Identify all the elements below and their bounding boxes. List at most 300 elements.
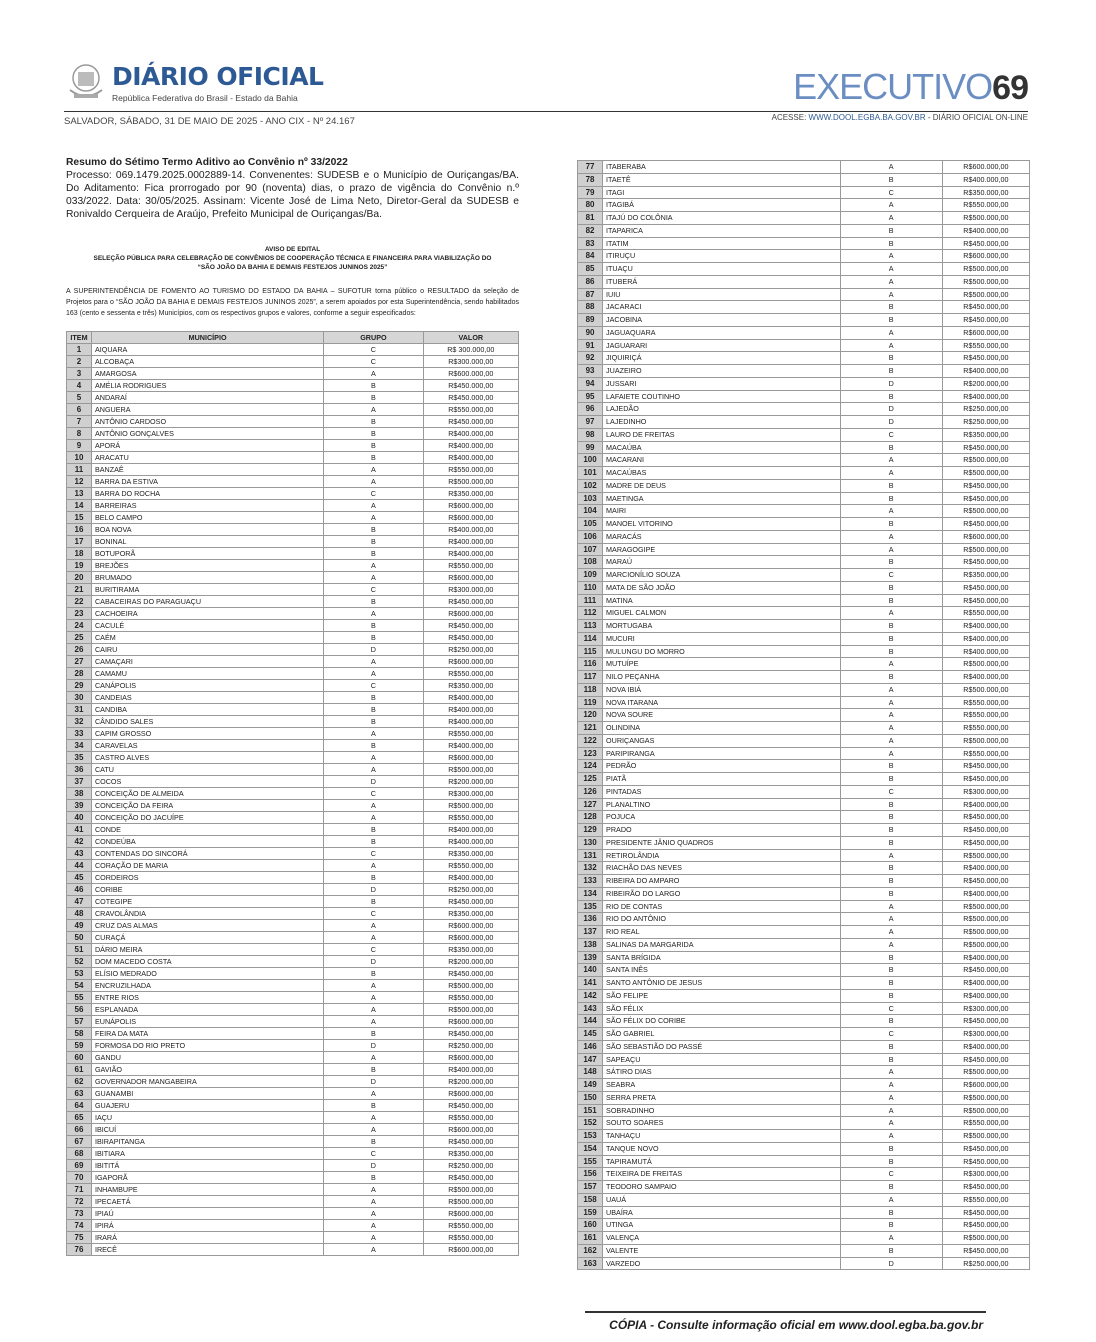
row-valor: R$500.000,00 — [942, 1104, 1029, 1117]
row-grupo: B — [840, 671, 942, 684]
row-municipio: FORMOSA DO RIO PRETO — [91, 1040, 323, 1052]
row-grupo: B — [324, 1064, 423, 1076]
row-grupo: A — [840, 1130, 942, 1143]
row-grupo: A — [840, 709, 942, 722]
row-municipio: MATA DE SÃO JOÃO — [603, 581, 841, 594]
row-municipio: MAETINGA — [603, 492, 841, 505]
row-item: 117 — [578, 671, 603, 684]
row-valor: R$550.000,00 — [423, 464, 518, 476]
row-grupo: A — [324, 1016, 423, 1028]
row-municipio: CAMAMU — [91, 668, 323, 680]
row-municipio: CABACEIRAS DO PARAGUAÇU — [91, 596, 323, 608]
row-municipio: MACAÚBA — [603, 441, 841, 454]
row-municipio: POJUCA — [603, 811, 841, 824]
row-item: 90 — [578, 326, 603, 339]
row-item: 88 — [578, 301, 603, 314]
row-valor: R$450.000,00 — [942, 1155, 1029, 1168]
row-item: 24 — [67, 620, 92, 632]
row-grupo: A — [324, 476, 423, 488]
row-municipio: ITAGIBÁ — [603, 199, 841, 212]
table-row — [578, 875, 1030, 888]
row-municipio: PLANALTINO — [603, 798, 841, 811]
row-grupo: A — [840, 212, 942, 225]
row-valor: R$600.000,00 — [423, 1088, 518, 1100]
table-row — [67, 1088, 519, 1100]
row-municipio: ITAPARICA — [603, 224, 841, 237]
row-grupo: C — [324, 584, 423, 596]
row-municipio: RIO DO ANTÔNIO — [603, 913, 841, 926]
row-item: 91 — [578, 339, 603, 352]
table-row — [578, 1015, 1030, 1028]
row-valor: R$400.000,00 — [423, 440, 518, 452]
row-grupo: A — [840, 1193, 942, 1206]
row-item: 122 — [578, 734, 603, 747]
row-municipio: ENCRUZILHADA — [91, 980, 323, 992]
table-row — [578, 390, 1030, 403]
row-grupo: A — [324, 500, 423, 512]
row-valor: R$600.000,00 — [942, 161, 1029, 174]
row-item: 158 — [578, 1193, 603, 1206]
row-valor: R$450.000,00 — [942, 1206, 1029, 1219]
table-row — [578, 199, 1030, 212]
row-municipio: IBICUÍ — [91, 1124, 323, 1136]
table-row — [578, 1244, 1030, 1257]
row-municipio: CORDEIROS — [91, 872, 323, 884]
row-valor: R$450.000,00 — [942, 1181, 1029, 1194]
row-grupo: A — [324, 980, 423, 992]
row-valor: R$500.000,00 — [942, 683, 1029, 696]
row-valor: R$350.000,00 — [423, 488, 518, 500]
row-item: 154 — [578, 1142, 603, 1155]
row-item: 140 — [578, 964, 603, 977]
table-row — [67, 524, 519, 536]
table-row — [67, 884, 519, 896]
table-row — [67, 812, 519, 824]
table-row — [578, 926, 1030, 939]
table-row — [578, 352, 1030, 365]
row-municipio: CASTRO ALVES — [91, 752, 323, 764]
table-row — [578, 1079, 1030, 1092]
row-municipio: UBAÍRA — [603, 1206, 841, 1219]
table-row — [578, 263, 1030, 276]
table-row — [578, 275, 1030, 288]
row-valor: R$350.000,00 — [942, 569, 1029, 582]
row-municipio: JAGUAQUARA — [603, 326, 841, 339]
row-valor: R$350.000,00 — [423, 680, 518, 692]
row-valor: R$550.000,00 — [423, 1220, 518, 1232]
table-row — [67, 1160, 519, 1172]
row-valor: R$500.000,00 — [942, 263, 1029, 276]
row-grupo: A — [840, 1104, 942, 1117]
table-row — [578, 594, 1030, 607]
row-valor: R$300.000,00 — [942, 1028, 1029, 1041]
page-number: 69 — [992, 69, 1028, 107]
row-grupo: B — [840, 887, 942, 900]
row-item: 78 — [578, 173, 603, 186]
row-valor: R$350.000,00 — [942, 428, 1029, 441]
row-municipio: IBITITÁ — [91, 1160, 323, 1172]
row-item: 128 — [578, 811, 603, 824]
row-valor: R$400.000,00 — [423, 716, 518, 728]
row-valor: R$450.000,00 — [942, 581, 1029, 594]
access-suffix: - DIÁRIO OFICIAL ON-LINE — [927, 113, 1028, 122]
row-municipio: LAJEDÃO — [603, 403, 841, 416]
table-row — [578, 900, 1030, 913]
row-valor: R$450.000,00 — [423, 620, 518, 632]
row-municipio: LAJEDINHO — [603, 416, 841, 429]
table-row — [578, 1066, 1030, 1079]
row-municipio: MARAGOGIPE — [603, 543, 841, 556]
row-item: 35 — [67, 752, 92, 764]
aviso-line2: SELEÇÃO PÚBLICA PARA CELEBRAÇÃO DE CONVÊNIOS DE COOPERAÇÃO TÉCNICA E FINANCEIRA PARA VIABILIZAÇÃO DO — [93, 255, 492, 262]
row-grupo: B — [324, 428, 423, 440]
aviso-line3: “SÃO JOÃO DA BAHIA E DEMAIS FESTEJOS JUNINOS 2025” — [197, 264, 388, 271]
row-item: 45 — [67, 872, 92, 884]
table-body-right — [578, 161, 1030, 1270]
access-url[interactable]: WWW.DOOL.EGBA.BA.GOV.BR — [808, 113, 926, 122]
row-grupo: A — [840, 1232, 942, 1245]
row-grupo: A — [324, 1184, 423, 1196]
table-row — [578, 186, 1030, 199]
row-grupo: A — [324, 1244, 423, 1256]
col-grupo: GRUPO — [324, 332, 423, 344]
row-valor: R$600.000,00 — [423, 572, 518, 584]
row-municipio: JIQUIRIÇÁ — [603, 352, 841, 365]
row-item: 3 — [67, 368, 92, 380]
row-municipio: MIGUEL CALMON — [603, 607, 841, 620]
row-municipio: IBIRAPITANGA — [91, 1136, 323, 1148]
row-grupo: B — [840, 390, 942, 403]
row-municipio: TEODORO SAMPAIO — [603, 1181, 841, 1194]
row-item: 56 — [67, 1004, 92, 1016]
table-row — [578, 1219, 1030, 1232]
row-valor: R$200.000,00 — [423, 776, 518, 788]
row-grupo: B — [840, 173, 942, 186]
row-item: 26 — [67, 644, 92, 656]
row-item: 163 — [578, 1257, 603, 1270]
row-municipio: IUIU — [603, 288, 841, 301]
row-item: 83 — [578, 237, 603, 250]
table-row — [67, 1172, 519, 1184]
row-item: 21 — [67, 584, 92, 596]
row-item: 139 — [578, 951, 603, 964]
row-grupo: D — [840, 403, 942, 416]
table-row — [67, 1112, 519, 1124]
row-municipio: LAURO DE FREITAS — [603, 428, 841, 441]
row-municipio: ESPLANADA — [91, 1004, 323, 1016]
row-municipio: CANÁPOLIS — [91, 680, 323, 692]
row-valor: R$300.000,00 — [942, 785, 1029, 798]
row-grupo: D — [840, 377, 942, 390]
row-item: 74 — [67, 1220, 92, 1232]
row-grupo: B — [324, 824, 423, 836]
row-item: 121 — [578, 722, 603, 735]
table-row — [67, 740, 519, 752]
table-row — [578, 1104, 1030, 1117]
table-row — [578, 836, 1030, 849]
table-row — [67, 416, 519, 428]
row-municipio: RIACHÃO DAS NEVES — [603, 862, 841, 875]
row-municipio: ITABERABA — [603, 161, 841, 174]
row-item: 38 — [67, 788, 92, 800]
row-item: 1 — [67, 344, 92, 356]
table-row — [578, 645, 1030, 658]
table-row — [578, 173, 1030, 186]
row-municipio: IRARÁ — [91, 1232, 323, 1244]
row-valor: R$550.000,00 — [942, 722, 1029, 735]
row-grupo: B — [840, 556, 942, 569]
row-valor: R$550.000,00 — [423, 992, 518, 1004]
table-row — [67, 428, 519, 440]
row-grupo: A — [324, 1004, 423, 1016]
row-municipio: CONDEÚBA — [91, 836, 323, 848]
table-row — [578, 416, 1030, 429]
row-valor: R$400.000,00 — [423, 836, 518, 848]
table-row — [578, 237, 1030, 250]
row-grupo: B — [324, 1028, 423, 1040]
row-item: 4 — [67, 380, 92, 392]
row-item: 30 — [67, 692, 92, 704]
row-municipio: TAPIRAMUTÁ — [603, 1155, 841, 1168]
row-municipio: MATINA — [603, 594, 841, 607]
row-item: 106 — [578, 530, 603, 543]
row-grupo: B — [840, 1015, 942, 1028]
row-municipio: CURAÇÁ — [91, 932, 323, 944]
row-municipio: TEIXEIRA DE FREITAS — [603, 1168, 841, 1181]
row-item: 31 — [67, 704, 92, 716]
row-municipio: BARRA DA ESTIVA — [91, 476, 323, 488]
row-valor: R$400.000,00 — [423, 536, 518, 548]
table-row — [578, 1257, 1030, 1270]
row-grupo: B — [324, 716, 423, 728]
table-row — [578, 581, 1030, 594]
row-valor: R$600.000,00 — [423, 920, 518, 932]
row-item: 42 — [67, 836, 92, 848]
row-grupo: B — [840, 862, 942, 875]
row-item: 135 — [578, 900, 603, 913]
row-item: 16 — [67, 524, 92, 536]
table-row — [67, 1040, 519, 1052]
row-grupo: B — [324, 392, 423, 404]
row-valor: R$450.000,00 — [942, 1053, 1029, 1066]
row-municipio: SEABRA — [603, 1079, 841, 1092]
row-valor: R$500.000,00 — [942, 543, 1029, 556]
row-item: 155 — [578, 1155, 603, 1168]
row-valor: R$450.000,00 — [942, 875, 1029, 888]
table-row — [67, 440, 519, 452]
row-municipio: SÃO SEBASTIÃO DO PASSÉ — [603, 1040, 841, 1053]
row-item: 153 — [578, 1130, 603, 1143]
row-grupo: B — [324, 740, 423, 752]
row-municipio: IAÇU — [91, 1112, 323, 1124]
newspaper-subtitle: República Federativa do Brasil - Estado da Bahia — [112, 93, 298, 103]
table-row — [67, 668, 519, 680]
row-grupo: B — [840, 836, 942, 849]
row-valor: R$250.000,00 — [423, 1040, 518, 1052]
row-valor: R$450.000,00 — [423, 1028, 518, 1040]
row-valor: R$200.000,00 — [423, 956, 518, 968]
row-municipio: UAUÁ — [603, 1193, 841, 1206]
row-municipio: BURITIRAMA — [91, 584, 323, 596]
table-row — [67, 968, 519, 980]
row-grupo: B — [840, 964, 942, 977]
row-item: 75 — [67, 1232, 92, 1244]
row-valor: R$450.000,00 — [942, 824, 1029, 837]
row-item: 138 — [578, 938, 603, 951]
row-grupo: A — [840, 1091, 942, 1104]
row-grupo: B — [840, 977, 942, 990]
table-row — [67, 800, 519, 812]
row-valor: R$550.000,00 — [942, 199, 1029, 212]
row-valor: R$450.000,00 — [423, 596, 518, 608]
table-row — [67, 380, 519, 392]
row-valor: R$400.000,00 — [942, 1040, 1029, 1053]
row-valor: R$400.000,00 — [942, 977, 1029, 990]
row-valor: R$200.000,00 — [942, 377, 1029, 390]
newspaper-title: DIÁRIO OFICIAL — [112, 62, 324, 91]
row-valor: R$250.000,00 — [942, 416, 1029, 429]
table-row — [67, 1076, 519, 1088]
row-item: 76 — [67, 1244, 92, 1256]
row-grupo: A — [840, 658, 942, 671]
row-item: 87 — [578, 288, 603, 301]
table-row — [67, 824, 519, 836]
row-municipio: CARAVELAS — [91, 740, 323, 752]
row-grupo: A — [324, 1208, 423, 1220]
row-municipio: BOA NOVA — [91, 524, 323, 536]
row-municipio: CATU — [91, 764, 323, 776]
row-valor: R$550.000,00 — [423, 860, 518, 872]
row-grupo: D — [324, 1160, 423, 1172]
row-valor: R$600.000,00 — [423, 752, 518, 764]
row-item: 58 — [67, 1028, 92, 1040]
row-grupo: B — [840, 989, 942, 1002]
row-municipio: ANTÔNIO CARDOSO — [91, 416, 323, 428]
row-grupo: B — [840, 301, 942, 314]
row-grupo: B — [840, 492, 942, 505]
row-valor: R$250.000,00 — [942, 403, 1029, 416]
table-row — [67, 704, 519, 716]
row-valor: R$600.000,00 — [423, 932, 518, 944]
footer-divider — [585, 1311, 986, 1313]
row-municipio: SANTA INÊS — [603, 964, 841, 977]
row-item: 48 — [67, 908, 92, 920]
row-item: 29 — [67, 680, 92, 692]
row-item: 9 — [67, 440, 92, 452]
table-row — [67, 560, 519, 572]
row-municipio: RETIROLÂNDIA — [603, 849, 841, 862]
row-item: 120 — [578, 709, 603, 722]
section-name: EXECUTIVO — [793, 66, 993, 107]
row-grupo: B — [324, 620, 423, 632]
row-grupo: B — [840, 479, 942, 492]
row-municipio: LAFAIETE COUTINHO — [603, 390, 841, 403]
table-row — [67, 836, 519, 848]
row-valor: R$450.000,00 — [942, 237, 1029, 250]
row-valor: R$450.000,00 — [942, 492, 1029, 505]
row-grupo: A — [324, 1088, 423, 1100]
row-valor: R$550.000,00 — [423, 668, 518, 680]
row-municipio: PEDRÃO — [603, 760, 841, 773]
row-valor: R$450.000,00 — [942, 1219, 1029, 1232]
row-valor: R$500.000,00 — [942, 1130, 1029, 1143]
row-valor: R$500.000,00 — [423, 1184, 518, 1196]
row-municipio: GUAJERU — [91, 1100, 323, 1112]
row-grupo: B — [324, 872, 423, 884]
row-municipio: SÃO FÉLIX DO CORIBE — [603, 1015, 841, 1028]
row-municipio: IPECAETÁ — [91, 1196, 323, 1208]
row-valor: R$450.000,00 — [942, 301, 1029, 314]
row-municipio: ITAETÊ — [603, 173, 841, 186]
row-municipio: CONTENDAS DO SINCORÁ — [91, 848, 323, 860]
row-item: 116 — [578, 658, 603, 671]
row-valor: R$550.000,00 — [942, 709, 1029, 722]
row-item: 13 — [67, 488, 92, 500]
row-valor: R$450.000,00 — [942, 773, 1029, 786]
row-municipio: ITAGI — [603, 186, 841, 199]
row-valor: R$450.000,00 — [942, 811, 1029, 824]
row-grupo: C — [840, 785, 942, 798]
table-row — [67, 788, 519, 800]
row-valor: R$550.000,00 — [423, 560, 518, 572]
row-grupo: C — [840, 186, 942, 199]
municipalities-table-right — [577, 160, 1030, 1270]
row-municipio: DÁRIO MEIRA — [91, 944, 323, 956]
row-grupo: A — [840, 696, 942, 709]
row-valor: R$500.000,00 — [942, 505, 1029, 518]
row-valor: R$500.000,00 — [423, 980, 518, 992]
row-item: 151 — [578, 1104, 603, 1117]
row-municipio: BRUMADO — [91, 572, 323, 584]
row-valor: R$400.000,00 — [942, 365, 1029, 378]
row-item: 97 — [578, 416, 603, 429]
table-row — [67, 1016, 519, 1028]
row-valor: R$450.000,00 — [942, 1015, 1029, 1028]
row-valor: R$450.000,00 — [942, 479, 1029, 492]
table-row — [578, 1002, 1030, 1015]
row-grupo: A — [324, 1232, 423, 1244]
row-grupo: A — [324, 1220, 423, 1232]
row-grupo: A — [840, 747, 942, 760]
row-item: 156 — [578, 1168, 603, 1181]
header-divider — [64, 111, 1028, 112]
row-valor: R$450.000,00 — [942, 760, 1029, 773]
row-municipio: CAPIM GROSSO — [91, 728, 323, 740]
row-municipio: NOVA IBIÁ — [603, 683, 841, 696]
row-valor: R$400.000,00 — [942, 862, 1029, 875]
row-valor: R$600.000,00 — [423, 500, 518, 512]
row-item: 101 — [578, 467, 603, 480]
table-row — [67, 1196, 519, 1208]
table-row — [67, 644, 519, 656]
table-row — [578, 403, 1030, 416]
row-item: 93 — [578, 365, 603, 378]
row-grupo: A — [324, 560, 423, 572]
table-row — [67, 464, 519, 476]
row-valor: R$400.000,00 — [942, 620, 1029, 633]
table-row — [578, 314, 1030, 327]
row-item: 161 — [578, 1232, 603, 1245]
row-grupo: C — [840, 569, 942, 582]
row-grupo: C — [324, 344, 423, 356]
row-valor: R$400.000,00 — [423, 704, 518, 716]
row-municipio: RIBEIRÃO DO LARGO — [603, 887, 841, 900]
row-item: 7 — [67, 416, 92, 428]
row-grupo: B — [840, 1244, 942, 1257]
row-valor: R$350.000,00 — [423, 848, 518, 860]
row-grupo: A — [840, 722, 942, 735]
row-municipio: OLINDINA — [603, 722, 841, 735]
